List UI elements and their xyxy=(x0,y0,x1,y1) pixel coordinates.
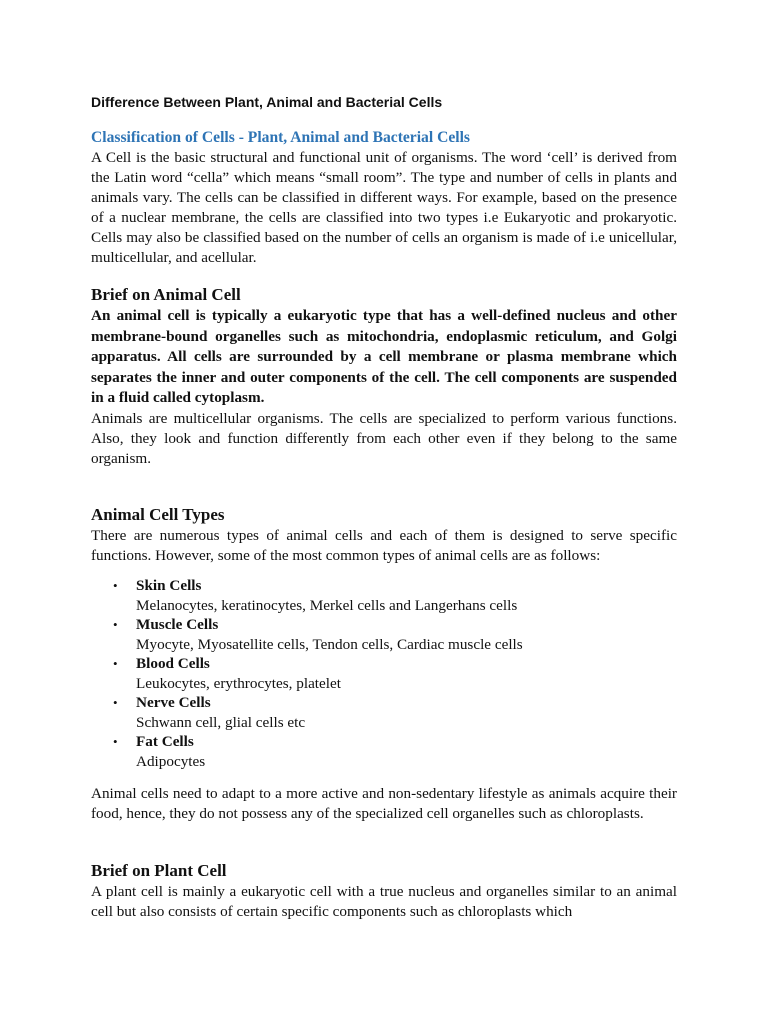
list-item-nerve-cells xyxy=(91,693,677,732)
animal-cell-types-section xyxy=(91,504,677,824)
list-item-fat-cells xyxy=(91,732,677,771)
list-item-skin-cells xyxy=(91,576,677,615)
animal-cell-types-list xyxy=(91,576,677,771)
plant-cell-heading: Brief on Plant Cell xyxy=(91,861,227,880)
list-item-description: Melanocytes, keratinocytes, Merkel cells and Langerhans cells xyxy=(136,597,518,614)
animal-cell-paragraph: Animals are multicellular organisms. The cells are specialized to perform various functions. Also, they look and function differently from each other even if they belong to the same organism. xyxy=(91,409,677,467)
animal-cell-bold-paragraph: An animal cell is typically a eukaryotic type that has a well-defined nucleus and other membrane-bound organelles such as mitochondria, endoplasmic reticulum, and Golgi apparatus. All cells are surrounded by a cell membrane or plasma membrane which separates the inner and outer components of the cell. The cell components are suspended in a fluid called cytoplasm. xyxy=(91,307,677,407)
animal-cell-types-heading: Animal Cell Types xyxy=(91,505,225,524)
list-item-description: Leukocytes, erythrocytes, platelet xyxy=(136,675,341,692)
classification-section xyxy=(91,128,677,268)
list-item-name: Fat Cells xyxy=(136,733,194,750)
animal-cell-types-intro: There are numerous types of animal cells and each of them is designed to serve specific functions. However, some of the most common types of animal cells are as follows: xyxy=(91,527,677,564)
animal-cell-heading: Brief on Animal Cell xyxy=(91,285,241,304)
list-item-name: Blood Cells xyxy=(136,655,210,672)
plant-cell-section xyxy=(91,860,677,922)
bullet-icon: • xyxy=(113,578,118,593)
classification-heading: Classification of Cells - Plant, Animal and Bacterial Cells xyxy=(91,129,471,146)
bullet-icon: • xyxy=(113,656,118,671)
list-item-description: Schwann cell, glial cells etc xyxy=(136,714,306,731)
animal-cell-types-closing: Animal cells need to adapt to a more active and non-sedentary lifestyle as animals acquire their food, hence, they do not possess any of the specialized cell organelles such as chloroplasts. xyxy=(91,785,677,822)
list-item-blood-cells xyxy=(91,654,677,693)
bullet-icon: • xyxy=(113,617,118,632)
list-item-name: Nerve Cells xyxy=(136,694,211,711)
bullet-icon: • xyxy=(113,734,118,749)
list-item-muscle-cells xyxy=(91,615,677,654)
classification-paragraph: A Cell is the basic structural and functional unit of organisms. The word ‘cell’ is derived from the Latin word “cella” which means “small room”. The type and number of cells in plants and animals vary. The cells can be classified in different ways. For example, based on the presence of a nuclear membrane, the cells are classified into two types i.e Eukaryotic and prokaryotic. Cells may also be classified based on the number of cells an organism is made of i.e unicellular, multicellular, and acellular. xyxy=(91,149,677,266)
list-item-description: Myocyte, Myosatellite cells, Tendon cells, Cardiac muscle cells xyxy=(136,636,523,653)
bullet-icon: • xyxy=(113,695,118,710)
list-item-name: Skin Cells xyxy=(136,577,202,594)
document-title: Difference Between Plant, Animal and Bacterial Cells xyxy=(91,94,443,110)
animal-cell-section xyxy=(91,284,677,469)
list-item-description: Adipocytes xyxy=(136,753,206,770)
plant-cell-paragraph: A plant cell is mainly a eukaryotic cell with a true nucleus and organelles similar to an animal cell but also consists of certain specific components such as chloroplasts which xyxy=(91,883,677,920)
list-item-name: Muscle Cells xyxy=(136,616,219,633)
